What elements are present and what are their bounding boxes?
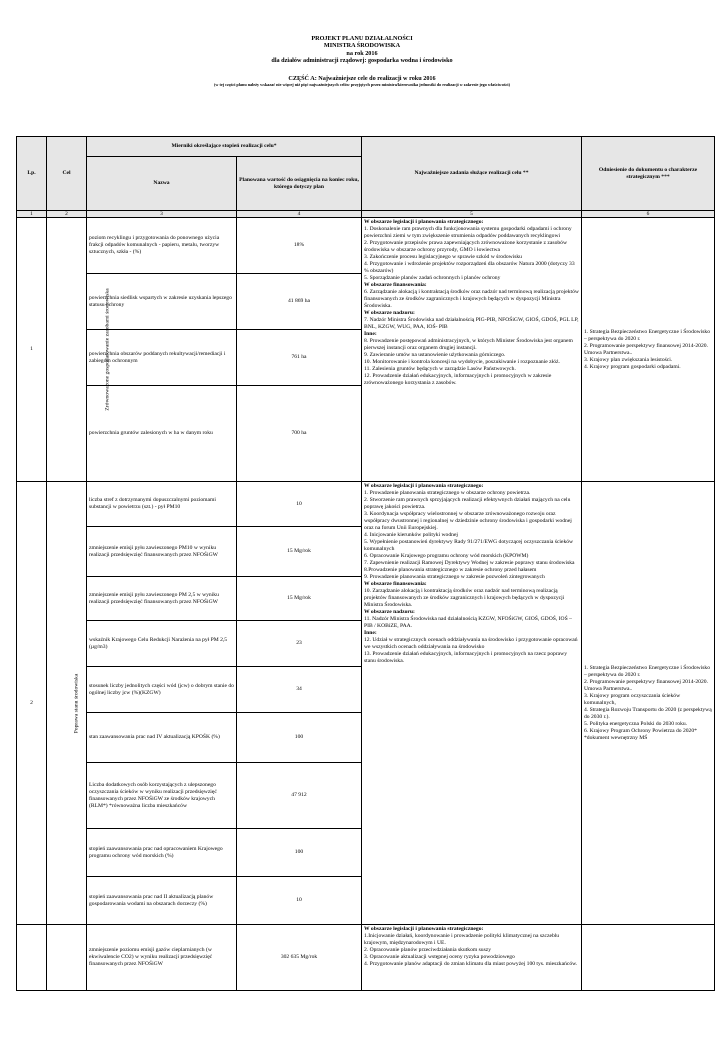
task-line: 5. Sporządzanie planów zadań ochronnych i planów ochrony <box>364 275 501 281</box>
task-line: 1. Doskonalenie ram prawnych dla funkcjonowania systemu gospodarki odpadami i ochrony powierzchni ziemi w tym zwiększenie strumienia odpadów poddawanych recyklingowi <box>364 226 572 239</box>
measure-name: stopień zaawansowania prac nad opracowaniem Krajowego programu ochrony wód morskich (%) <box>87 829 237 877</box>
col-num-3: 3 <box>87 211 237 218</box>
part-note: (w tej części planu należy wskazać nie więcej niż pięć najważniejszych celów przyjętych przez ministra/kierownika jednostki do realizacji w zakresie jego właściwości) <box>214 82 510 88</box>
measure-name: zmniejszenie emisji pyłu zawieszonego PM10 w wyniku realizacji przedsięwzięć finansowanych przez NFOŚiGW <box>87 527 237 577</box>
task-line: 9. Zawieranie umów na ustanowienie użytkowania górniczego. <box>364 352 506 358</box>
header-scope: dla działów administracji rządowej: gospodarka wodna i środowisko <box>271 57 453 65</box>
task-line: 7. Nadzór Ministra Środowiska nad działalnością PIG-PIB, NFOŚiGW, GIOŚ, GDOŚ, PGL LP, BNL, KZGW, WUG, PAA, IOŚ- PIB <box>364 317 579 330</box>
measure-name: zmniejszenie poziomu emisji gazów cieplarnianych (w ekwiwalencie CO2) w wyniku realizacji przedsięwzięć finansowanych przez NFOŚiGW <box>87 925 237 991</box>
task-line: 3. Zakończenie procesu legislacyjnego w sprawie szkód w środowisku <box>364 254 522 260</box>
header-odniesienie: Odniesienie do dokumentu o charakterze strategicznym *** <box>582 137 715 211</box>
table-row <box>17 218 715 274</box>
col-num-5: 5 <box>362 211 582 218</box>
measure-name: zmniejszenie emisji pyłu zawieszonego PM 2,5 w wyniku realizacji przedsięwzięć finansowanych przez NFOŚiGW <box>87 577 237 621</box>
measure-name: powierzchnia obszarów poddanych rekultywacji/remediacji i zabiegom ochronnym <box>87 330 237 386</box>
task-line: 8. Prowadzenie postępowań administracyjnych, w których Minister Środowiska jest organem pierwszej instancji oraz organem drugiej instancji. <box>364 338 573 351</box>
measure-value: 15 Mg/rok <box>237 527 362 577</box>
document-page <box>0 35 724 1059</box>
task-line: 10. Zarządzanie alokacją i kontraktacją środków oraz nadzór nad terminową realizacją projektów finansowanych ze środków zagranicznych i krajowych będących w dyspozycji Ministra Środowiska. <box>364 588 565 608</box>
doc-line: 1. Strategia Bezpieczeństwo Energetyczne i Środowisko – perspektywa do 2020 r. <box>584 328 711 342</box>
task-line: W obszarze nadzoru: <box>364 609 415 615</box>
task-line: 5. Wypełnienie postanowień dyrektywy Rady 91/271/EWG dotyczącej oczyszczania ścieków komunalnych <box>364 539 574 552</box>
doc-line: 5. Polityka energetyczna Polski do 2030 roku. <box>584 720 688 727</box>
table-row <box>17 482 715 527</box>
measure-value: 23 <box>237 621 362 667</box>
task-line: 11. Nadzór Ministra Środowiska nad działalnością KZGW, NFOŚiGW, GIOŚ, GDOŚ, IOŚ – PIB / KOBiZE, PAA. <box>364 616 572 629</box>
task-line: W obszarze finansowania: <box>364 581 427 587</box>
goal-name <box>47 482 87 925</box>
task-line: 10. Monitorowanie i kontrola koncesji na wydobycie, poszukiwanie i rozpoznanie złóż. <box>364 359 560 365</box>
doc-line: 4. Strategia Rozwoju Transportu do 2020 (z perspektywą do 2030 r.). <box>584 706 712 720</box>
doc-line: 2. Programowanie perspektywy finansowej 2014-2020. Umowa Partnerstwa.. <box>584 678 708 692</box>
task-line: 1. Prowadzenie planowania strategicznego w obszarze ochrony powietrza. <box>364 490 531 496</box>
doc-line: 1. Strategia Bezpieczeństwo Energetyczne i Środowisko – perspektywa do 2020 r. <box>584 664 711 678</box>
header-title: PROJEKT PLANU DZIAŁALNOŚCI <box>311 35 413 42</box>
task-line: 4. Inicjowanie kierunków polityki wodnej <box>364 532 458 538</box>
measure-value: 700 ha <box>237 386 362 482</box>
doc-line: *dokument wewnętrzny MŚ <box>584 734 648 741</box>
doc-line: 4. Krajowy program gospodarki odpadami. <box>584 363 681 370</box>
measure-value: 100 <box>237 713 362 763</box>
col-num-2: 2 <box>47 211 87 218</box>
goal-tasks <box>362 925 582 991</box>
goal-tasks <box>362 218 582 482</box>
measure-value: 15 Mg/rok <box>237 577 362 621</box>
goal-documents <box>582 482 715 925</box>
task-line: 6. Opracowanie Krajowego programu ochrony wód morskich (KPOWM) <box>364 553 529 559</box>
task-line: Inne: <box>364 331 377 337</box>
header-zadania: Najważniejsze zadania służące realizacji celu ** <box>362 137 582 211</box>
goal-tasks <box>362 482 582 925</box>
task-line: 2. Opracowanie planów przeciwdziałania skutkom suszy <box>364 947 492 953</box>
task-line: W obszarze finansowania: <box>364 282 427 288</box>
measure-name: stosunek liczby jednolitych części wód (jcw) o dobrym stanie do ogólnej liczby jcw (%)(KZGW) <box>87 667 237 713</box>
goal-number: 1 <box>17 218 47 482</box>
col-num-4: 4 <box>237 211 362 218</box>
measure-value: 47 912 <box>237 763 362 829</box>
task-line: 3. Koordynacja współpracy wielostronnej w obszarze zrównoważonego rozwoju oraz współpracy dwustronnej i regionalnej w dziedzinie ochrony środowiska i gospodarki wodnej oraz na forum Unii Europejskiej. <box>364 511 572 531</box>
measure-value: 10 <box>237 482 362 527</box>
goal-documents <box>582 218 715 482</box>
doc-line: 6. Krajowy Program Ochrony Powietrza do 2020* <box>584 727 697 734</box>
part-title: CZĘŚĆ A: Najważniejsze cele do realizacji w roku 2016 <box>288 74 436 82</box>
task-line: 11. Zalesienia gruntów będących w zarządzie Lasów Państwowych. <box>364 366 516 372</box>
measure-name: liczba stref z dotrzymanymi dopuszczalnymi poziomami substancji w powietrzu (szt.) - pył PM10 <box>87 482 237 527</box>
header-year: na rok 2016 <box>346 49 378 57</box>
doc-line: 2. Programowanie perspektywy finansowej 2014-2020. Umowa Partnerstwa.. <box>584 342 708 356</box>
task-line: W obszarze nadzoru: <box>364 310 415 316</box>
task-line: 2. Przygotowanie przepisów prawa zapewniających zrównoważone korzystanie z zasobów środowiska w obszarze ochrony przyrody, GMO i łowiectwa <box>364 240 568 253</box>
measure-name: powierzchnia siedlisk wspartych w zakresie uzyskania lepszego statusu ochrony <box>87 274 237 330</box>
task-line: 12. Udział w strategicznych ocenach oddziaływania na środowisko i przygotowanie opracowań we wszystkich ocenach oddziaływania na środowisko <box>364 637 578 650</box>
table-row <box>17 925 715 991</box>
measure-name: powierzchnia gruntów zalesionych w ha w danym roku <box>87 386 237 482</box>
goal-name-text: Poprawa stanu środowiska <box>73 673 80 733</box>
header-lp: Lp. <box>17 137 47 211</box>
measure-name: poziom recyklingu i przygotowania do ponownego użycia frakcji odpadów komunalnych - papieru, metalu, tworzyw sztucznych, szkła - (%) <box>87 218 237 274</box>
measure-value: 34 <box>237 667 362 713</box>
header-nazwa: Nazwa <box>87 157 237 211</box>
measure-value: 761 ha <box>237 330 362 386</box>
task-line: 2. Stworzenie ram prawnych sprzyjających realizacji efektywnych działań mających na celu poprawę jakości powietrza. <box>364 497 571 510</box>
plan-table <box>16 136 715 991</box>
measure-name: Liczba dodatkowych osób korzystających z ulepszonego oczyszczania ścieków w wyniku realizacji przedsięwzięć finansowanych przez NFOŚiGW ze środków krajowych (RLM*) *równoważna liczba mieszkańców <box>87 763 237 829</box>
measure-name: wskaźnik Krajowego Celu Redukcji Narażenia na pył PM 2,5 (µg/m3) <box>87 621 237 667</box>
header-planowana: Planowana wartość do osiągnięcia na koniec roku, którego dotyczy plan <box>237 157 362 211</box>
measure-name: stopień zaawansowania prac nad II aktualizacją planów gospodarowania wodami na obszarach dorzeczy (%) <box>87 877 237 925</box>
goal-number <box>17 925 47 991</box>
goal-number: 2 <box>17 482 47 925</box>
doc-line: 3. Krajowy program oczyszczania ścieków komunalnych, <box>584 692 681 706</box>
measure-value: 18% <box>237 218 362 274</box>
task-line: 4. Przygotowanie planów adaptacji do zmian klimatu dla miast powyżej 100 tys. mieszkańców. <box>364 961 578 967</box>
col-num-1: 1 <box>17 211 47 218</box>
goal-name <box>47 218 111 482</box>
measure-value: 41 869 ha <box>237 274 362 330</box>
task-line: 8.Prowadzenie planowania strategicznego w zakresie ochrony przed hałasem <box>364 567 537 573</box>
measure-value: 10 <box>237 877 362 925</box>
task-line: 7. Zapewnienie realizacji Ramowej Dyrektywy Wodnej w zakresie poprawy stanu środowiska <box>364 560 575 566</box>
task-line: 9. Prowadzenie planowania strategicznego w zakresie pozwoleń zintegrowanych <box>364 574 545 580</box>
goal-documents <box>582 925 715 991</box>
task-line: 4. Przygotowanie i wdrożenie projektów rozporządzeń dla obszarów Natura 2000 (dotyczy 33 % obszarów) <box>364 261 575 274</box>
task-line: W obszarze legislacji i planowania strategicznego: <box>364 926 484 932</box>
task-line: Inne: <box>364 630 377 636</box>
header-mierniki: Mierniki określające stopień realizacji celu* <box>87 137 362 157</box>
measure-value: 302 635 Mg/rok <box>237 925 362 991</box>
document-header <box>0 35 724 65</box>
task-line: 3. Opracowanie aktualizacji wstępnej oceny ryzyka powodziowego <box>364 954 515 960</box>
task-line: 6. Zarządzanie alokacją i kontraktacją środków oraz nadzór nad terminową realizacją projektów finansowanych ze środków zagranicznych i krajowych będących w dyspozycji Ministra Środowiska. <box>364 289 579 309</box>
task-line: W obszarze legislacji i planowania strategicznego: <box>364 483 484 489</box>
doc-line: 3. Krajowy plan zwiększania lesistości. <box>584 356 673 363</box>
task-line: 1.Inicjowanie działań, koordynowanie i prowadzenie polityki klimatycznej na szczeblu krajowym, międzynarodowym i UE. <box>364 933 560 946</box>
task-line: 12. Prowadzenie działań edukacyjnych, informacyjnych i promocyjnych w zakresie zrównoważonego korzystania z zasobów. <box>364 373 552 386</box>
header-ministry: MINISTRA ŚRODOWISKA <box>323 42 401 50</box>
measure-value: 100 <box>237 829 362 877</box>
header-cel: Cel <box>47 137 87 211</box>
col-num-6: 6 <box>582 211 715 218</box>
task-line: W obszarze legislacji i planowania strategicznego: <box>364 219 484 225</box>
task-line: 13. Prowadzenie działań edukacyjnych, informacyjnych i promocyjnych na rzecz poprawy stanu środowiska. <box>364 651 568 664</box>
measure-name: stan zaawansowania prac nad IV aktualizacją KPOŚK (%) <box>87 713 237 763</box>
goal-name-text: Zrównoważone gospodarowanie zasobami środowiska <box>104 288 111 411</box>
goal-name <box>47 925 87 991</box>
